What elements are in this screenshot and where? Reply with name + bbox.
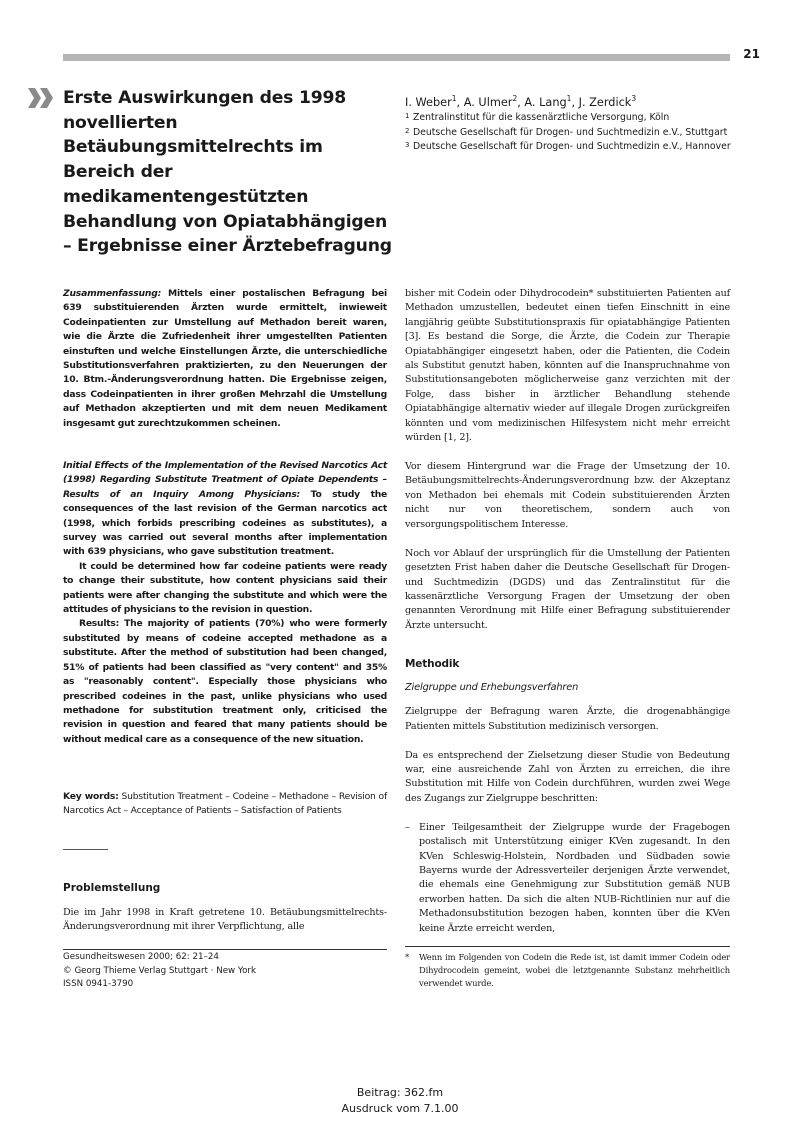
affiliation-item [405, 111, 735, 126]
list-dash: – [405, 821, 410, 833]
body-paragraph: Da es entsprechend der Zielsetzung dieser Studie von Bedeutung war, eine ausreichende Zahl von Ärzten zu erreichen, die ihre Substitution mit Hilfe von Codein durchführen, wurden zwei Wege des Zugangs zur Zielgruppe beschritten: [405, 749, 730, 804]
list-item [405, 821, 730, 936]
section-heading-problemstellung: Problemstellung [63, 882, 161, 894]
affiliation-text: Zentralinstitut für die kassenärztliche Versorgung, Köln [413, 112, 670, 123]
article-title: Erste Auswirkungen des 1998 novellierten Betäubungsmittelrechts im Bereich der medikamentengestützten Behandlung von Opiatabhängigen – Ergebnisse einer Ärztebefragung [63, 88, 392, 257]
citation-line: Gesundheitswesen 2000; 62: 21–24 [63, 952, 219, 962]
print-file-line: Beitrag: 362.fm [356, 1086, 444, 1099]
author-affiliation-mark: 3 [631, 94, 637, 103]
author-name: A. Ulmer [463, 95, 513, 109]
affiliation-item [405, 140, 735, 155]
page-number: 21 [743, 47, 760, 61]
affiliation-number: 3 [405, 141, 410, 150]
affiliation-text: Deutsche Gesellschaft für Drogen- und Suchtmedizin e.V., Stuttgart [413, 126, 728, 138]
print-info [300, 1085, 500, 1117]
body-paragraph: bisher mit Codein oder Dihydrocodein* substituierten Patienten auf Methadon umzustellen, bedeutet einen tiefen Einschnitt in eine langjährig geübte Substitutionspraxis für opiatabhängige Patienten [3]. Es bestand die Sorge, die Ärzte, die Codein zur Therapie Opiatabhängiger eingesetzt haben, oder die Patienten, die Codein als Substitut genutzt haben, könnten auf die Inanspruchnahme von Substitutionsangeboten möglicherweise ganz verzichten mit der Folge, dass bisher in ärztlicher Behandlung stehende Opiatabhängige alternativ wieder auf illegale Drogen zurückgreifen könnten und vom medizinischen Hilfesystem nicht mehr erreicht würden [1, 2]. [405, 288, 730, 444]
separator-rule [63, 849, 108, 850]
double-chevron-right-icon [28, 88, 54, 108]
body-paragraph: Zielgruppe der Befragung waren Ärzte, die drogenabhängige Patienten mittels Substitution medizinisch versorgen. [405, 706, 730, 732]
affiliation-number: 2 [405, 126, 410, 135]
abstract-english-title: Initial Effects of the Implementation of the Revised Narcotics Act (1998) Regarding Substitute Treatment of Opiate Dependents – Results of an Inquiry Among Physicians: [63, 460, 387, 500]
copyright-line: © Georg Thieme Verlag Stuttgart · New York [63, 965, 256, 976]
header-rule [63, 54, 730, 61]
imprint-rule [63, 949, 387, 950]
body-paragraph: Vor diesem Hintergrund war die Frage der Umsetzung der 10. Betäubungsmittelrechts-Änderungsverordnung bzw. der Akzeptanz von Methadon bei ehemals mit Codein substituierenden Ärzten nicht nur von theoretischem, sondern auch von versorgungspolitischem Interesse. [405, 461, 730, 530]
affiliation-list [405, 111, 735, 155]
abstract-english [63, 459, 387, 747]
journal-imprint [63, 951, 387, 992]
author-list: I. Weber$^1$, A. Ulmer$^2$, A. Lang$^1$, J. Zerdick$^3$ [405, 94, 637, 109]
author-name: I. Weber [405, 95, 452, 109]
abstract-english-text: To study the consequences of the last revision of the German narcotics act (1998, which forbids prescribing codeines as substitutes), a survey was carried out several months after implementation with 639 physicians, who gave substitution treatment. [63, 488, 387, 558]
abstract-english-results: Results: The majority of patients (70%) who were formerly substituted by means of codeine accepted methadone as a substitute. After the method of substitution had been changed, 51% of patients had been classified as "very content" and 35% as "reasonably content". Especially those physicians who prescribed codeines in the past, unlike physicians who used methadone for substitution treatment only, criticised the revision in question and feared that many patients should be without medical care as a consequence of the new situation. [63, 618, 387, 745]
author-affiliation-mark: 2 [512, 94, 518, 103]
affiliation-number: 1 [405, 112, 410, 120]
author-name: J. Zerdick [578, 95, 632, 109]
affiliation-item [405, 126, 735, 141]
footnote-mark: * [405, 952, 410, 962]
keywords-text: Substitution Treatment – Codeine – Methadone – Revision of Narcotics Act – Acceptance of Patients – Satisfaction of Patients [63, 791, 387, 817]
abstract-english-paragraph [63, 459, 387, 560]
print-date-line: Ausdruck vom 7.1.00 [341, 1102, 459, 1115]
keywords-label: Key words: [63, 791, 119, 802]
keywords [63, 790, 387, 819]
abstract-german-label: Zusammenfassung: [63, 288, 162, 299]
footnote-rule [405, 946, 730, 947]
author-affiliation-mark: 1 [451, 94, 457, 103]
footnote [405, 951, 730, 991]
abstract-german-text: Mittels einer postalischen Befragung bei 639 substituierenden Ärzten wurde ermittelt, inwieweit Codeinpatienten zur Umstellung auf Methadon bereit waren, wie die Ärzte die Zufriedenheit ihrer umgestellten Patienten einstuften und welche Einstellungen Ärzte, die unterschiedliche Substitutionsverfahren praktizierten, zu den Neuerungen der 10. Btm.-Änderungsverordnung hatten. Die Ergebnisse zeigen, dass Codeinpatienten in ihrer großen Mehrzahl die Umstellung auf Methadon akzeptierten und mit dem neuen Medikament insgesamt gut zurechtzukommen scheinen. [63, 288, 387, 429]
body-paragraph: Die im Jahr 1998 in Kraft getretene 10. Betäubungsmittelrechts-Änderungsverordnung mit ihrer Verpflichtung, alle [63, 907, 387, 933]
author-affiliation-mark: 1 [566, 94, 572, 103]
footnote-text: Wenn im Folgenden von Codein die Rede ist, ist damit immer Codein oder Dihydrocodein gemeint, wobei die letztgenannte Substanz mehrheitlich verwendet wurde. [419, 952, 730, 989]
author-name: A. Lang [524, 95, 567, 109]
abstract-german [63, 287, 387, 431]
subsection-heading: Zielgruppe und Erhebungsverfahren [405, 682, 579, 694]
list-item-text: Einer Teilgesamtheit der Zielgruppe wurde der Fragebogen postalisch mit Unterstützung einiger KVen zugesandt. In den KVen Schleswig-Holstein, Nordbaden und Südbaden sowie Bayerns wurde der Adressverteiler derjenigen Ärzte verwendet, die ehemals eine Genehmigung zur Substitution gemäß NUB erworben hatten. Da sich die alten NUB-Richtlinien nur auf die Methadonsubstitution bezogen haben, konnten über die KVen keine Ärzte erreicht werden, [419, 821, 730, 934]
issn-line: ISSN 0941-3790 [63, 979, 134, 989]
abstract-english-paragraph: It could be determined how far codeine patients were ready to change their substitute, how content physicians said their patients were after changing the substitute and which were the attitudes of physicians to the revision in question. [63, 560, 387, 616]
body-paragraph: Noch vor Ablauf der ursprünglich für die Umstellung der Patienten gesetzten Frist haben daher die Deutsche Gesellschaft für Drogen- und Suchtmedizin (DGDS) und das Zentralinstitut für die kassenärztliche Versorgung Fragen der Umsetzung der oben genannten Verordnung mit Hilfe einer Befragung substituierender Ärzte untersucht. [405, 547, 730, 631]
right-column [405, 287, 730, 936]
affiliation-text: Deutsche Gesellschaft für Drogen- und Suchtmedizin e.V., Hannover [413, 141, 731, 153]
section-heading-methodik: Methodik [405, 658, 460, 671]
